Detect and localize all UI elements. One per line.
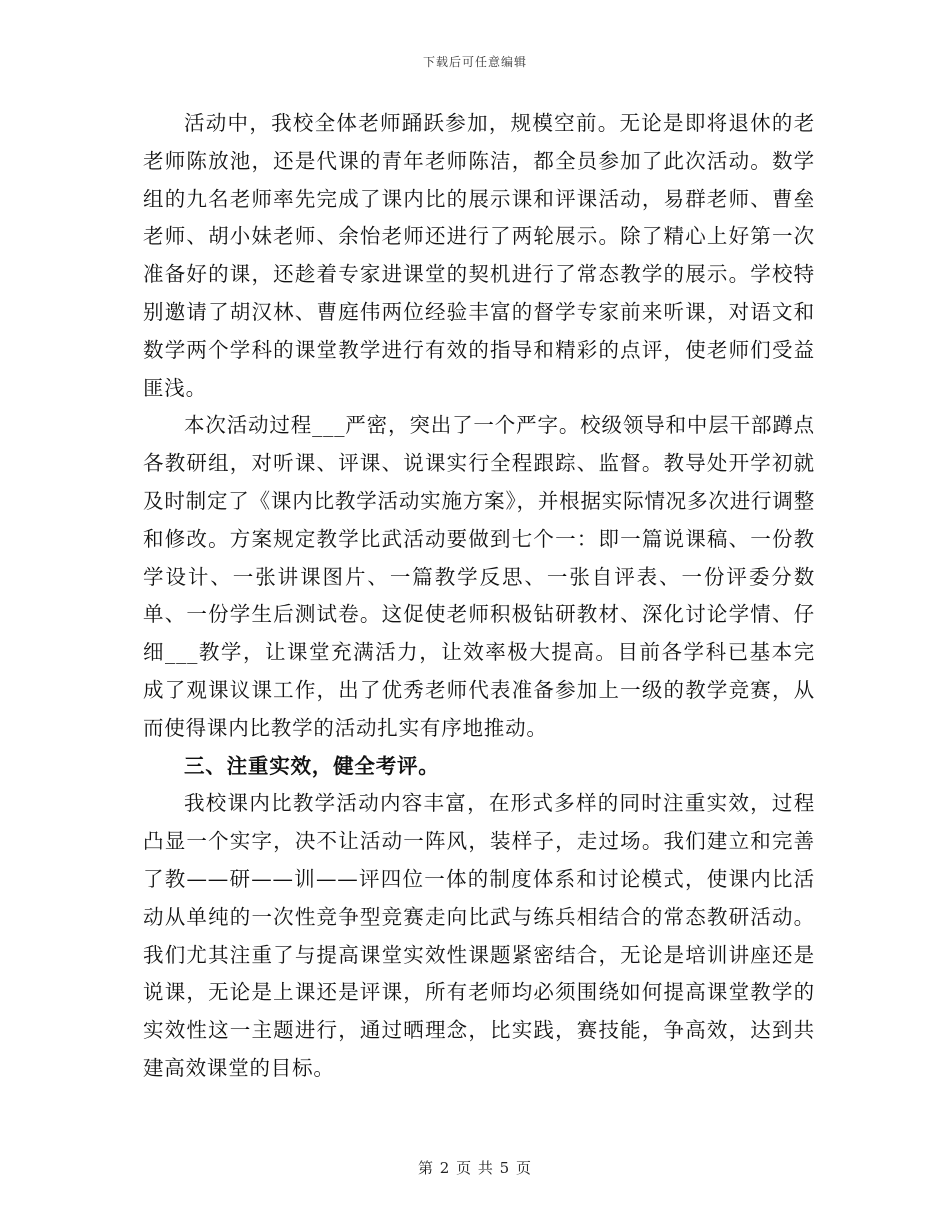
paragraph-effectiveness: 我校课内比教学活动内容丰富，在形式多样的同时注重实效，过程凸显一个实字，决不让活动一阵风，装样子，走过场。我们建立和完善了教——研——训——评四位一体的制度体系和讨论模式，使课内比活动从单纯的一次性竞争型竞赛走向比武与练兵相结合的常态教研活动。我们尤其注重了与提高课堂实效性课题紧密结合，无论是培训讲座还是说课，无论是上课还是评课，所有老师均必须围绕如何提高课堂教学的实效性这一主题进行，通过晒理念，比实践，赛技能，争高效，达到共建高效课堂的目标。: [143, 791, 815, 1080]
page-number: 第 2 页 共 5 页: [418, 1159, 532, 1177]
page-header: 下载后可任意编辑: [422, 55, 527, 69]
paragraph-activity-process: 本次活动过程___严密，突出了一个严字。校级领导和中层干部蹲点各教研组，对听课、评课、说课实行全程跟踪、监督。教导处开学初就及时制定了《课内比教学活动实施方案》，并根据实际情况多次进行调整和修改。方案规定教学比武活动要做到七个一：即一篇说课稿、一份教学设计、一张讲课图片、一篇教学反思、一张自评表、一份评委分数单、一份学生后测试卷。这促使老师积极钻研教材、深化讨论学情、仔细___教学，让课堂充满活力，让效率极大提高。目前各学科已基本完成了观课议课工作，出了优秀老师代表准备参加上一级的教学竞赛，从而使得课内比教学的活动扎实有序地推动。: [143, 413, 815, 740]
paragraph-activity-participation: 活动中，我校全体老师踊跃参加，规模空前。无论是即将退休的老老师陈放池，还是代课的青年老师陈洁，都全员参加了此次活动。数学组的九名老师率先完成了课内比的展示课和评课活动，易群老师、曹垒老师、胡小妹老师、余怡老师还进行了两轮展示。除了精心上好第一次准备好的课，还趁着专家进课堂的契机进行了常态教学的展示。学校特别邀请了胡汉林、曹庭伟两位经验丰富的督学专家前来听课，对语文和数学两个学科的课堂教学进行有效的指导和精彩的点评，使老师们受益匪浅。: [143, 111, 815, 400]
section-heading: 三、注重实效，健全考评。: [184, 753, 440, 778]
document-body: [143, 105, 815, 1088]
